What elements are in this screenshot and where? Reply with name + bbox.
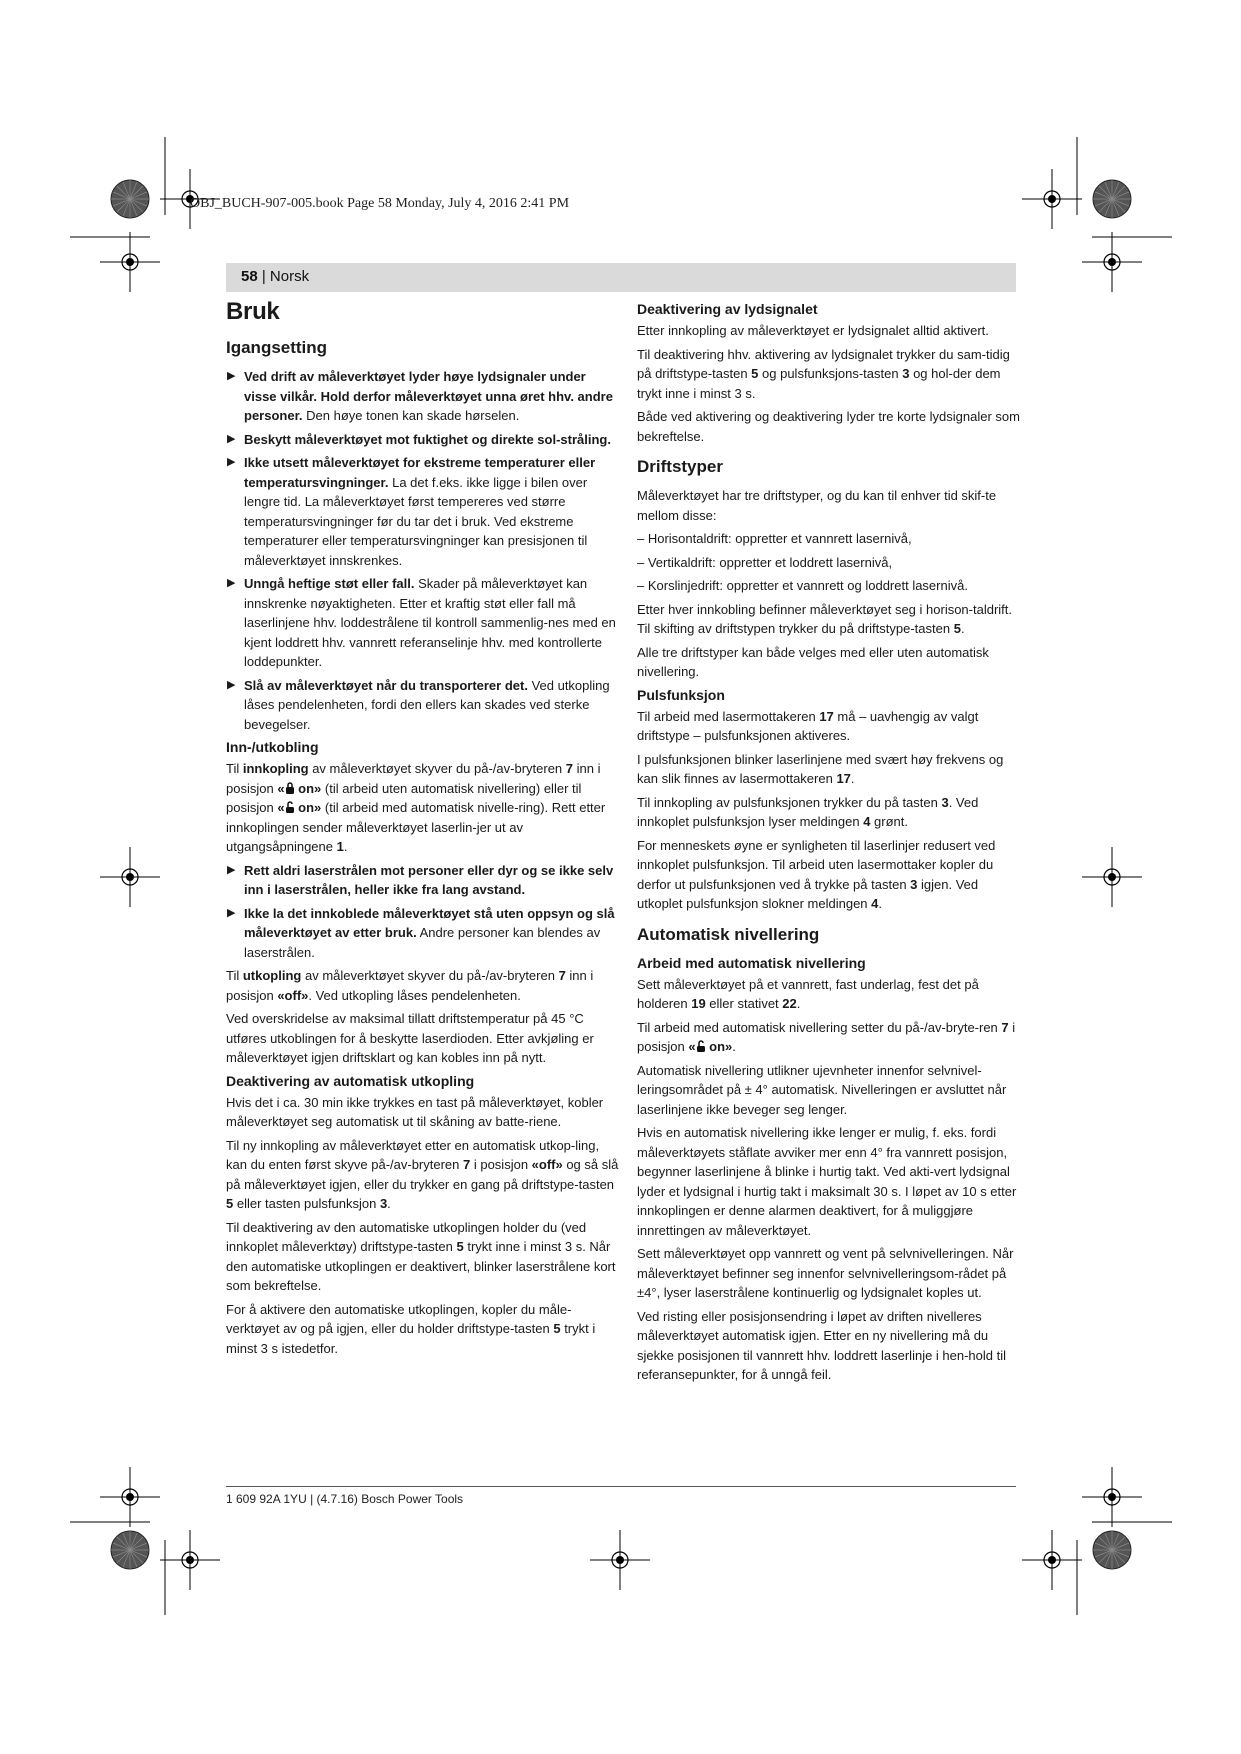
paragraph: Ved overskridelse av maksimal tillatt driftstemperatur på 45 °C utføres utkoblingen for å beskytte laserdioden. Etter avkjøling er måleverktøyet igjen driftsklart og kan kobles inn på nytt. bbox=[226, 1011, 594, 1065]
safety-bullet: ▶ Rett aldri laserstrålen mot personer eller dyr og se ikke selv inn i laserstrålen, heller ikke fra lang avstand. bbox=[227, 862, 614, 897]
safety-bullet: ▶ Beskytt måleverktøyet mot fuktighet og direkte sol-stråling. bbox=[226, 430, 620, 450]
registration-cross bbox=[1082, 847, 1142, 907]
triangle-bullet-icon: ▶ bbox=[227, 456, 236, 468]
paragraph: Etter hver innkobling befinner måleverktøyet seg i horison-taldrift. Til skifting av driftstypen trykker du på driftstype-tasten 5. bbox=[637, 601, 1013, 636]
paragraph: Til deaktivering av den automatiske utkoplingen holder du (ved innkoplet måleverktøy) driftstype-tasten 5 trykt inne i minst 3 s. Når den automatiske utkoplingen er deaktivert, blinker laserstrålene kort som bekreftelse. bbox=[226, 1219, 616, 1293]
color-wheel-mark bbox=[1093, 180, 1131, 218]
paragraph: Til utkopling av måleverktøyet skyver du på-/av-bryteren 7 inn i posisjon «off». Ved utkopling låses pendelenheten. bbox=[226, 968, 594, 1003]
registration-cross bbox=[1022, 1530, 1082, 1590]
registration-cross bbox=[1022, 169, 1082, 229]
heading-deaktivering-auto: Deaktivering av automatisk utkopling bbox=[226, 1072, 475, 1089]
paragraph: Hvis en automatisk nivellering ikke lenger er mulig, f. eks. fordi måleverktøyets ståflate avviker mer enn 4° fra vannrett posisjon, begynner laserlinjene å blinke i hurtig takt. Ved akti-vert lydsignal lyder et lydsignal i hurtig takt i maksimalt 30 s. I løpet av 10 s etter innkoplingen er denne alarmen deaktivert, for å muliggjøre innrettingen av måleverktøyet. bbox=[637, 1125, 1017, 1238]
section-title: Bruk bbox=[226, 298, 280, 325]
pendulum-unlocked-icon bbox=[285, 801, 295, 814]
paragraph: Til innkopling av måleverktøyet skyver du på-/av-bryteren 7 inn i posisjon « on» (til arbeid uten automatisk nivellering) eller til posisjon « on» (til arbeid med automatisk nivelle-ring). Rett etter innkoplingen sender måleverktøyet laserlin-jer ut av utgangsåpningene 1. bbox=[226, 761, 606, 854]
print-header: OBJ_BUCH-907-005.book Page 58 Monday, July 4, 2016 2:41 PM bbox=[190, 196, 570, 211]
heading-driftstyper: Driftstyper bbox=[637, 457, 723, 476]
dash-list-item: – Korslinjedrift: oppretter et vannrett og loddrett lasernivå. bbox=[637, 578, 968, 593]
left-column bbox=[226, 297, 620, 1362]
paragraph: Etter innkopling av måleverktøyet er lydsignalet alltid aktivert. bbox=[637, 323, 989, 338]
paragraph: Til arbeid med automatisk nivellering setter du på-/av-bryte-ren 7 i posisjon « on». bbox=[637, 1019, 1016, 1054]
safety-bullet: ▶ Slå av måleverktøyet når du transporterer det. Ved utkopling låses pendelenheten, fordi den ellers kan skades ved sterke bevegelser. bbox=[227, 677, 610, 732]
page-number: 58 bbox=[241, 268, 258, 285]
registration-cross bbox=[1082, 1467, 1142, 1527]
triangle-bullet-icon: ▶ bbox=[227, 432, 236, 445]
dash-list-item: – Horisontaldrift: oppretter et vannrett lasernivå, bbox=[637, 531, 912, 546]
pendulum-unlocked-icon bbox=[696, 1040, 706, 1053]
triangle-bullet-icon: ▶ bbox=[227, 678, 236, 691]
heading-igangsetting: Igangsetting bbox=[226, 338, 328, 357]
dash-list-item: – Vertikaldrift: oppretter et loddrett lasernivå, bbox=[637, 554, 893, 570]
heading-pulsfunksjon: Pulsfunksjon bbox=[637, 686, 725, 703]
registration-cross bbox=[1082, 232, 1142, 292]
paragraph: Automatisk nivellering utlikner ujevnheter innenfor selvnivel-leringsområdet på ± 4° automatisk. Nivelleringen er avsluttet når laserlinjene ikke beveger seg lenger. bbox=[637, 1062, 1007, 1117]
color-wheel-mark bbox=[111, 180, 149, 218]
heading-automatisk-nivellering: Automatisk nivellering bbox=[637, 924, 820, 944]
heading-lydsignal: Deaktivering av lydsignalet bbox=[637, 301, 818, 317]
paragraph: Både ved aktivering og deaktivering lyder tre korte lydsignaler som bekreftelse. bbox=[637, 409, 1020, 444]
safety-bullet: ▶ Unngå heftige støt eller fall. Skader på måleverktøyet kan innskrenke nøyaktigheten. Etter et kraftig støt eller fall må laserlinjene hhv. loddestrålene til kontroll sammenlig-nes med en kjent loddrett hhv. vannrett referanselinje hhv. med kontrollerte loddepunkter. bbox=[227, 576, 616, 669]
paragraph: Til deaktivering hhv. aktivering av lydsignalet trykker du sam-tidig på driftstype-tasten 5 og pulsfunksjons-tasten 3 og hol-der dem trykt inne i minst 3 s. bbox=[637, 346, 1010, 401]
registration-cross bbox=[100, 232, 160, 292]
paragraph: Til innkopling av pulsfunksjonen trykker du på tasten 3. Ved innkoplet pulsfunksjon lyser meldingen 4 grønt. bbox=[637, 794, 979, 829]
color-wheel-mark bbox=[111, 1531, 149, 1569]
triangle-bullet-icon: ▶ bbox=[227, 863, 236, 876]
registration-cross bbox=[160, 1530, 220, 1590]
paragraph: Hvis det i ca. 30 min ikke trykkes en tast på måleverktøyet, kobler måleverktøyet seg automatisk ut til skåning av batte-riene. bbox=[226, 1094, 604, 1129]
pendulum-locked-icon bbox=[285, 782, 295, 795]
paragraph: Ved risting eller posisjonsendring i løpet av driften nivelleres måleverktøyet automatisk igjen. Etter en ny nivellering må du sjekke posisjonen til vannrett hhv. loddrett laserlinje i hen-hold til referansepunkter, for å unngå feil. bbox=[637, 1308, 1007, 1382]
paragraph: Alle tre driftstyper kan både velges med eller uten automatisk nivellering. bbox=[637, 644, 989, 679]
subheading-arbeid-auto: Arbeid med automatisk nivellering bbox=[637, 954, 866, 971]
registration-cross bbox=[100, 1467, 160, 1527]
safety-bullet: ▶ Ikke utsett måleverktøyet for ekstreme temperaturer eller temperatursvingninger. La det f.eks. ikke ligge i bilen over lengre tid. La måleverktøyet først tempereres ved større temperatursvingninger før du tar det i bruk. Ved ekstreme temperaturer eller temperatursvingninger kan presisjonen til måleverktøyet innskrenkes. bbox=[227, 455, 596, 568]
paragraph: For å aktivere den automatiske utkoplingen, kopler du måle-verktøyet av og på igjen, eller du holder driftstype-tasten 5 trykt i minst 3 s istedetfor. bbox=[226, 1301, 596, 1356]
registration-cross bbox=[100, 847, 160, 907]
triangle-bullet-icon: ▶ bbox=[227, 906, 236, 919]
paragraph: Til arbeid med lasermottakeren 17 må – uavhengig av valgt driftstype – pulsfunksjonen aktiveres. bbox=[637, 708, 979, 743]
paragraph: Sett måleverktøyet opp vannrett og vent på selvnivelleringen. Når måleverktøyet befinner seg innenfor selvnivelleringsom-rådet på ±4°, lyser laserstrålene kontinuerlig og lydsignalet koples ut. bbox=[637, 1246, 1014, 1300]
header-separator: | bbox=[257, 268, 270, 285]
paragraph: I pulsfunksjonen blinker laserlinjene med svært høy frekvens og kan slik finnes av lasermottakeren 17. bbox=[637, 751, 1004, 786]
footer: 1 609 92A 1YU | (4.7.16) Bosch Power Tools bbox=[226, 1492, 464, 1506]
paragraph: Måleverktøyet har tre driftstyper, og du kan til enhver tid skif-te mellom disse: bbox=[637, 488, 997, 523]
paragraph: Til ny innkopling av måleverktøyet etter en automatisk utkop-ling, kan du enten først skyve på-/av-bryteren 7 i posisjon «off» og så slå på måleverktøyet igjen, eller du trykker en gang på driftstype-tasten 5 eller tasten pulsfunksjon 3. bbox=[226, 1137, 619, 1211]
page-header-band bbox=[226, 263, 1016, 292]
color-wheel-mark bbox=[1093, 1531, 1131, 1569]
triangle-bullet-icon: ▶ bbox=[227, 577, 236, 589]
page-header bbox=[241, 268, 309, 286]
paragraph: For menneskets øyne er synligheten til laserlinjer redusert ved innkoplet pulsfunksjon. Til arbeid uten lasermottaker kopler du derfor ut pulsfunksjonen ved å trykke på tasten 3 igjen. Ved utkoplet pulsfunksjon slokner meldingen 4. bbox=[637, 837, 996, 911]
registration-cross bbox=[590, 1530, 650, 1590]
page-language: Norsk bbox=[269, 268, 310, 285]
paragraph: Sett måleverktøyet på et vannrett, fast underlag, fest det på holderen 19 eller stativet 22. bbox=[637, 976, 979, 1011]
heading-inn-utkobling: Inn-/utkobling bbox=[226, 739, 319, 755]
footer-rule bbox=[226, 1486, 1016, 1487]
right-column bbox=[637, 300, 1021, 1389]
safety-bullet: ▶ Ikke la det innkoblede måleverktøyet stå uten oppsyn og slå måleverktøyet av etter bruk. Andre personer kan blendes av laserstrålen. bbox=[227, 905, 615, 960]
safety-bullet: ▶ Ved drift av måleverktøyet lyder høye lydsignaler under visse vilkår. Hold derfor måleverktøyet unna øret hhv. andre personer. Den høye tonen kan skade hørselen. bbox=[227, 369, 613, 423]
triangle-bullet-icon: ▶ bbox=[227, 370, 236, 382]
